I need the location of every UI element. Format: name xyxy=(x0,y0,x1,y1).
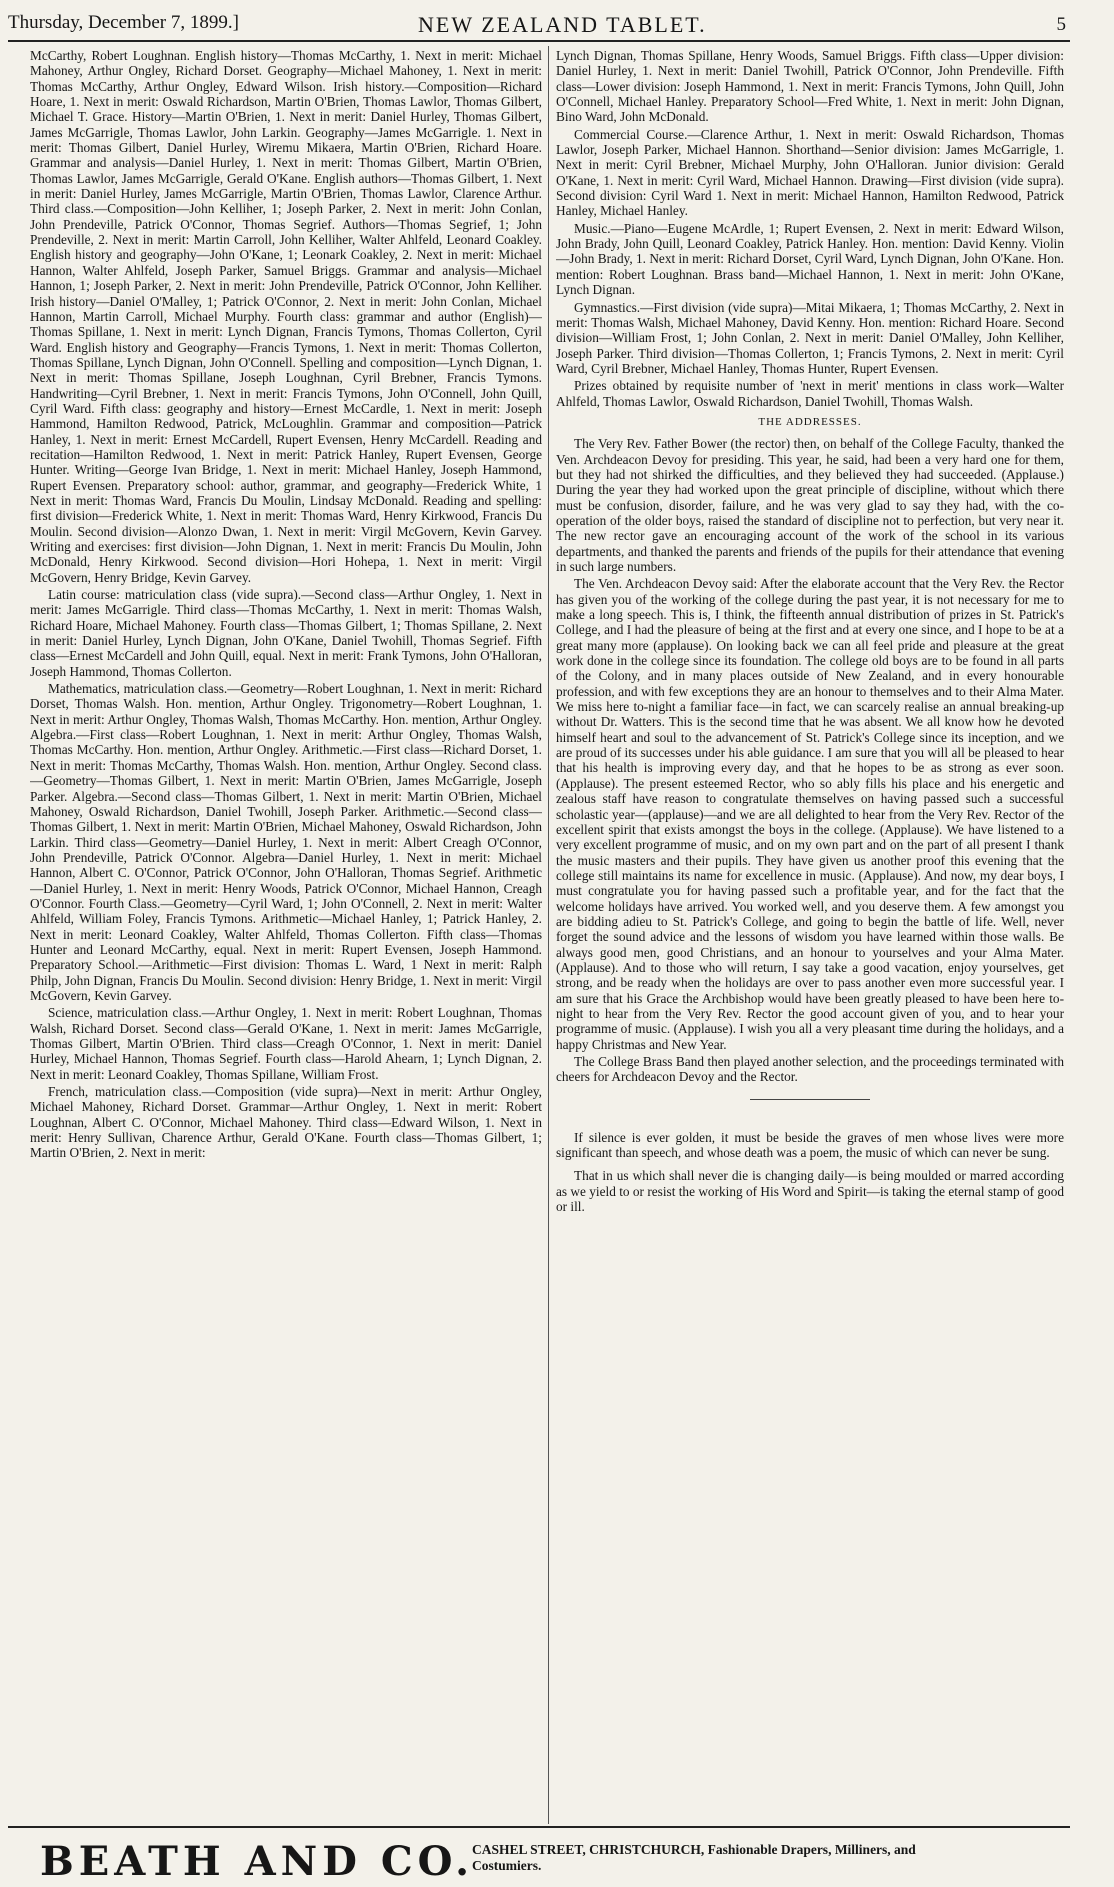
archdeacon-address-paragraph: The Ven. Archdeacon Devoy said: After the elaborate account that the Very Rev. the Rector has given you of the working of the college during the past year, it is not necessary for me to make a long speech. This is, I think, the fifteenth annual distribution of prizes in St. Patrick's College, and I had the pleasure of being at the first and at every one since, and I hope to be at a great many more (applause). On looking back we can all feel pride and pleasure at the great work done in the college since its foundation. The college old boys are to be found in all parts of the Colony, and in many places outside of New Zealand, and in every honourable profession, and with few exceptions they are an honour to themselves and to their Alma Mater. We miss here to-night a familiar face—in fact, we can scarcely realise an annual breaking-up without Dr. Watters. This is the second time that he was absent. We all know how he devoted himself heart and soul to the advancement of St. Patrick's College since its inception, and we are proud of its successes under his able guidance. I am sure that you will all be pleased to hear that his health is improving every day, and that he hopes to be as strong as ever soon. (Applause). The present esteemed Rector, who so ably fills his place and his energetic and zealous staff have reason to congratulate themselves on having passed such a successful scholastic year—(applause)—and we are all delighted to hear from the Very Rev. Rector of the excellent spirit that exists amongst the boys in the college. (Applause). We have listened to a very excellent programme of music, and on my own part and on the part of all present I thank the music masters and their pupils. They have given us another proof this evening that the college still maintains its name for excellence in music. (Applause). And now, my dear boys, I must congratulate you for having passed such a profitable year, and for the fact that the welcome holidays have arrived. You worked well, and you deserve them. A few amongst you are bidding adieu to St. Patrick's College, and going to begin the battle of life. Well, never forget the sound advice and the lessons of wisdom you have learned within those walls. Be always good men, good Christians, and an honour to yourselves and your Alma Mater. (Applause). And to those who will return, I say take a good vacation, enjoy yourselves, get strong, and be ready when the holidays are over to pass another even more successful year. I am sure that his Grace the Archbishop would have been greatly pleased to have been here to-night to hear from the Very Rev. Rector the good account given of you, and to hear your programme of music. (Applause). I wish you all a very pleasant time during the holidays, and a happy Christmas and New Year. xyxy=(556,576,1064,1052)
header-date: Thursday, December 7, 1899.] xyxy=(8,12,239,33)
commercial-course-paragraph: Commercial Course.—Clarence Arthur, 1. Next in merit: Oswald Richardson, Thomas Lawlor, Joseph Parker, Michael Hannon. Shorthand—Senior division: James McGarrigle, 1. Next in merit: Cyril Brebner, Michael Murphy, John O'Halloran. Junior division: Gerald O'Kane, 1. Next in merit: Cyril Ward, Michael Hannon. Drawing—First division (vide supra). Second division: Cyril Ward 1. Next in merit: Michael Hannon, Hamilton Redwood, Patrick Hanley, Michael Hanley. xyxy=(556,126,1064,219)
mathematics-paragraph: Mathematics, matriculation class.—Geometry—Robert Loughnan, 1. Next in merit: Richard Dorset, Thomas Walsh. Hon. mention, Arthur Ongley. Trigonometry—Robert Loughnan, 1. Next in merit: Arthur Ongley, Thomas Walsh, Thomas McCarthy. Hon. mention, Arthur Ongley. Algebra.—First class—Robert Loughnan, 1. Next in merit: Arthur Ongley, Thomas Walsh, Thomas McCarthy. Hon. mention, Arthur Ongley. Arithmetic.—First class—Richard Dorset, 1. Next in merit: Thomas McCarthy, Thomas Walsh. Hon. mention, Arthur Ongley. Second class.—Geometry—Thomas Gilbert, 1. Next in merit: Martin O'Brien, James McGarrigle, Joseph Parker. Algebra.—Second class—Thomas Gilbert, 1. Next in merit: Martin O'Brien, Michael Mahoney, Oswald Richardson, Daniel Twohill, Joseph Parker. Arithmetic.—Second class—Thomas Gilbert, 1. Next in merit: Martin O'Brien, Michael Mahoney, Oswald Richardson, John Larkin. Third class—Geometry—Daniel Hurley, 1. Next in merit: Albert Creagh O'Connor, John Prendeville, Patrick O'Connor. Algebra—Daniel Hurley, 1. Next in merit: Michael Hannon, Albert C. O'Connor, Patrick O'Connor, John O'Halloran, Thomas Segrief. Arithmetic—Daniel Hurley, 1. Next in merit: Henry Woods, Patrick O'Connor, Michael Hannon, Creagh O'Connor. Fourth Class.—Geometry—Cyril Ward, 1; John O'Connell, 2. Next in merit: Walter Ahlfeld, William Foley, Francis Tymons. Arithmetic—Michael Hanley, 1; Patrick Hanley, 2. Next in merit: Leonard Coakley, Walter Ahlfeld, Thomas Collerton. Fifth class—Thomas Hunter and Leonard McCarthy, equal. Next in merit: Rupert Evensen, Joseph Hammond. Preparatory School.—Arithmetic—First division: Thomas L. Ward, 1 Next in merit: Ralph Philp, John Dignan, Francis Du Moulin. Second division: Henry Bridge, 1. Next in merit: Virgil McGovern, Kevin Garvey. xyxy=(30,681,542,1003)
silence-paragraph: If silence is ever golden, it must be beside the graves of men whose lives were more significant than speech, and whose death was a poem, the music of which can never be sung. xyxy=(556,1129,1064,1161)
closing-proceedings-paragraph: The College Brass Band then played another selection, and the proceedings terminated with cheers for Archdeacon Devoy and the Rector. xyxy=(556,1054,1064,1085)
advert-brand: BEATH AND CO. xyxy=(40,1838,475,1885)
prize-list-continued: Lynch Dignan, Thomas Spillane, Henry Woods, Samuel Briggs. Fifth class—Upper division: Daniel Hurley, 1. Next in merit: Daniel Twohill, Patrick O'Connor, John Prendeville. Fifth class—Lower division: Joseph Hammond, 1. Next in merit: Francis Tymons, John Quill, John O'Connell, Michael Hanley. Preparatory School—Fred White, 1. Next in merit: John Dignan, Bino Ward, John McDonald. xyxy=(556,48,1064,125)
science-paragraph: Science, matriculation class.—Arthur Ongley, 1. Next in merit: Robert Loughnan, Thomas Walsh, Richard Dorset. Second class—Gerald O'Kane, 1. Next in merit: James McGarrigle, Thomas Gilbert, Martin O'Brien. Third class—Creagh O'Connor, 1. Next in merit: Daniel Hurley, Michael Hannon, Thomas Segrief. Fourth class—Harold Ahearn, 1; Lynch Dignan, 2. Next in merit: Leonard Coakley, Thomas Spillane, William Frost. xyxy=(30,1005,542,1082)
right-column xyxy=(556,48,1064,1818)
section-divider xyxy=(750,1099,870,1100)
french-paragraph: French, matriculation class.—Composition (vide supra)—Next in merit: Arthur Ongley, Michael Mahoney, Richard Dorset. Grammar—Arthur Ongley, 1. Next in merit: Robert Loughnan, Albert C. O'Connor, Michael Mahoney. Third class—Edward Wilson, 1. Next in merit: Henry Sullivan, Charence Arthur, Gerald O'Kane. Fourth class—Thomas Gilbert, 1; Martin O'Brien, 2. Next in merit: xyxy=(30,1084,542,1161)
advert-line-2: Costumiers. xyxy=(472,1858,542,1873)
left-column xyxy=(30,48,542,1818)
header-rule xyxy=(8,40,1070,42)
addresses-heading: THE ADDRESSES. xyxy=(758,415,862,428)
page-number: 5 xyxy=(1056,14,1066,35)
latin-course-paragraph: Latin course: matriculation class (vide supra).—Second class—Arthur Ongley, 1. Next in merit: James McGarrigle. Third class—Thomas McCarthy, 1. Next in merit: Thomas Walsh, Richard Hoare, Michael Mahoney. Fourth class—Thomas Gilbert, 1; Thomas Spillane, 2. Next in merit: Daniel Hurley, Lynch Dignan, John O'Kane, Daniel Twohill, Thomas Segrief. Fifth class—Ernest McCardell and John Quill, equal. Next in merit: Frank Tymons, John O'Halloran, Joseph Hammond, Thomas Collerton. xyxy=(30,587,542,679)
prize-list-paragraph: McCarthy, Robert Loughnan. English history—Thomas McCarthy, 1. Next in merit: Michael Mahoney, Arthur Ongley, Richard Dorset. Geography—Michael Mahoney, 1. Next in merit: Thomas McCarthy, Arthur Ongley, Edward Wilson. Irish history.—Composition—Richard Hoare, 1. Next in merit: Oswald Richardson, Martin O'Brien, Thomas Lawlor, Thomas Gilbert, Michael T. Grace. History—Martin O'Brien, 1. Next in merit: Daniel Hurley, Thomas Gilbert, James McGarrigle, Thomas Lawlor, John Larkin. Geography—James McGarrigle. 1. Next in merit: Thomas Gilbert, Daniel Hurley, Wiremu Mikaera, Martin O'Brien, Richard Hoare. Grammar and analysis—Daniel Hurley, 1. Next in merit: Thomas Gilbert, Martin O'Brien, Thomas Lawlor, James McGarrigle, Gerald O'Kane. English authors—Thomas Gilbert, 1. Next in merit: Daniel Hurley, James McGarrigle, Martin O'Brien, Thomas Lawlor, Clarence Arthur. Third class.—Composition—John Kelliher, 1; Joseph Parker, 2. Next in merit: John Conlan, John Prendeville, Patrick O'Connor, Thomas Segrief. Authors—Thomas Segrief, 1; John Prendeville, 2. Next in merit: Martin Carroll, John Kelliher, Walter Ahlfeld, Leonard Coakley. English history and geography—John O'Kane, 1; Leonark Coakley, 2. Next in merit: Michael Hannon, Walter Ahlfeld, Joseph Parker, Samuel Briggs. Grammar and analysis—Michael Hannon, 1; Joseph Parker, 2. Next in merit: John Prendeville, Patrick O'Connor, John Kelliher. Irish history—Daniel O'Malley, 1; Patrick O'Connor, 2. Next in merit: John Conlan, Michael Hannon, Martin Carroll, Michael Murphy. Fourth class: grammar and author (English)—Thomas Spillane, 1. Next in merit: Lynch Dignan, Francis Tymons, Thomas Collerton, Cyril Ward. English history and Geography—Francis Tymons, 1. Next in merit: Thomas Collerton, Thomas Spillane, Lynch Dignan, John O'Connell. Spelling and composition—Lynch Dignan, 1. Next in merit: Thomas Spillane, Joseph Loughnan, Cyril Brebner, Francis Tymons. Handwriting—Cyril Brebner, 1. Next in merit: Francis Tymons, John O'Connell, John Quill, Cyril Ward. Fifth class: geography and history—Ernest McCardle, 1. Next in merit: Joseph Hammond, Hamilton Redwood, Patrick, McLoughlin. Grammar and composition—Patrick Hanley, 1. Next in merit: Ernest McCardell, Rupert Evensen, Henry McCardell. Reading and recitation—Hamilton Redwood, 1. Next in merit: Patrick Hanley, Rupert Evensen, George Hunter. Writing—George Ivan Bridge, 1. Next in merit: Michael Hanley, Joseph Hammond, Rupert Evensen. Preparatory school: author, grammar, and geography—Frederick White, 1 Next in merit: Thomas Ward, Francis Du Moulin, Lindsay McDonald. Reading and spelling: first division—Frederick White, 1. Next in merit: Thomas Ward, Henry Kirkwood, Francis Du Moulin. Second division—Alonzo Dwan, 1. Next in merit: Virgil McGovern, Kevin Garvey. Writing and exercises: first division—John Dignan, 1. Next in merit: Francis Du Moulin, John McDonald, Henry Kirkwood. Second division—Hori Hohepa, 1. Next in merit: Virgil McGovern, Henry Bridge, Kevin Garvey. xyxy=(30,48,542,585)
footer-rule xyxy=(8,1826,1070,1828)
advert-address xyxy=(472,1842,916,1874)
masthead-title: NEW ZEALAND TABLET. xyxy=(418,12,707,37)
rector-address-paragraph: The Very Rev. Father Bower (the rector) then, on behalf of the College Faculty, thanked the Ven. Archdeacon Devoy for presiding. This year, he said, had been a very hard one for them, but they had not shirked the difficulties, and they believed they had succeeded. (Applause.) During the year they had worked upon the great principle of discipline, without which there must be confusion, disorder, failure, and he was very glad to say they had, with the co-operation of the older boys, raised the standard of discipline not to perfection, but very near it. The new rector gave an encouraging account of the work of the school in its various departments, and thanked the parents and friends of the pupils for their attendance that evening in such large numbers. xyxy=(556,436,1064,574)
eternal-stamp-paragraph: That in us which shall never die is changing daily—is being moulded or marred according as we yield to or resist the working of His Word and Spirit—is taking the eternal stamp of good or ill. xyxy=(556,1168,1064,1215)
page-header xyxy=(8,4,1066,37)
gymnastics-paragraph: Gymnastics.—First division (vide supra)—Mitai Mikaera, 1; Thomas McCarthy, 2. Next in merit: Thomas Walsh, Michael Mahoney, David Kenny. Hon. mention: Richard Hoare. Second division—William Frost, 1; John Conlan, 2. Next in merit: Daniel O'Malley, John Kelliher, Joseph Parker. Third division—Thomas Collerton, 1; Francis Tymons, 2. Next in merit: Cyril Ward, Cyril Brebner, Michael Hanley, Thomas Hunter, Rupert Evensen. xyxy=(556,299,1064,376)
advertisement-banner xyxy=(40,1838,1070,1885)
column-divider xyxy=(548,46,549,1824)
requisite-prizes-paragraph: Prizes obtained by requisite number of 'next in merit' mentions in class work—Walter Ahlfeld, Thomas Lawlor, Oswald Richardson, Daniel Twohill, Thomas Walsh. xyxy=(556,378,1064,409)
music-paragraph: Music.—Piano—Eugene McArdle, 1; Rupert Evensen, 2. Next in merit: Edward Wilson, John Brady, John Quill, Leonard Coakley, Patrick Hanley. Hon. mention: David Kenny. Violin—John Brady, 1. Next in merit: Richard Dorset, Cyril Ward, Lynch Dignan, John O'Kane. Hon. mention: Robert Loughnan. Brass band—Michael Hannon, 1. Next in merit: John O'Kane, Lynch Dignan. xyxy=(556,220,1064,298)
advert-line-1: CASHEL STREET, CHRISTCHURCH, Fashionable Drapers, Milliners, and xyxy=(472,1842,916,1857)
